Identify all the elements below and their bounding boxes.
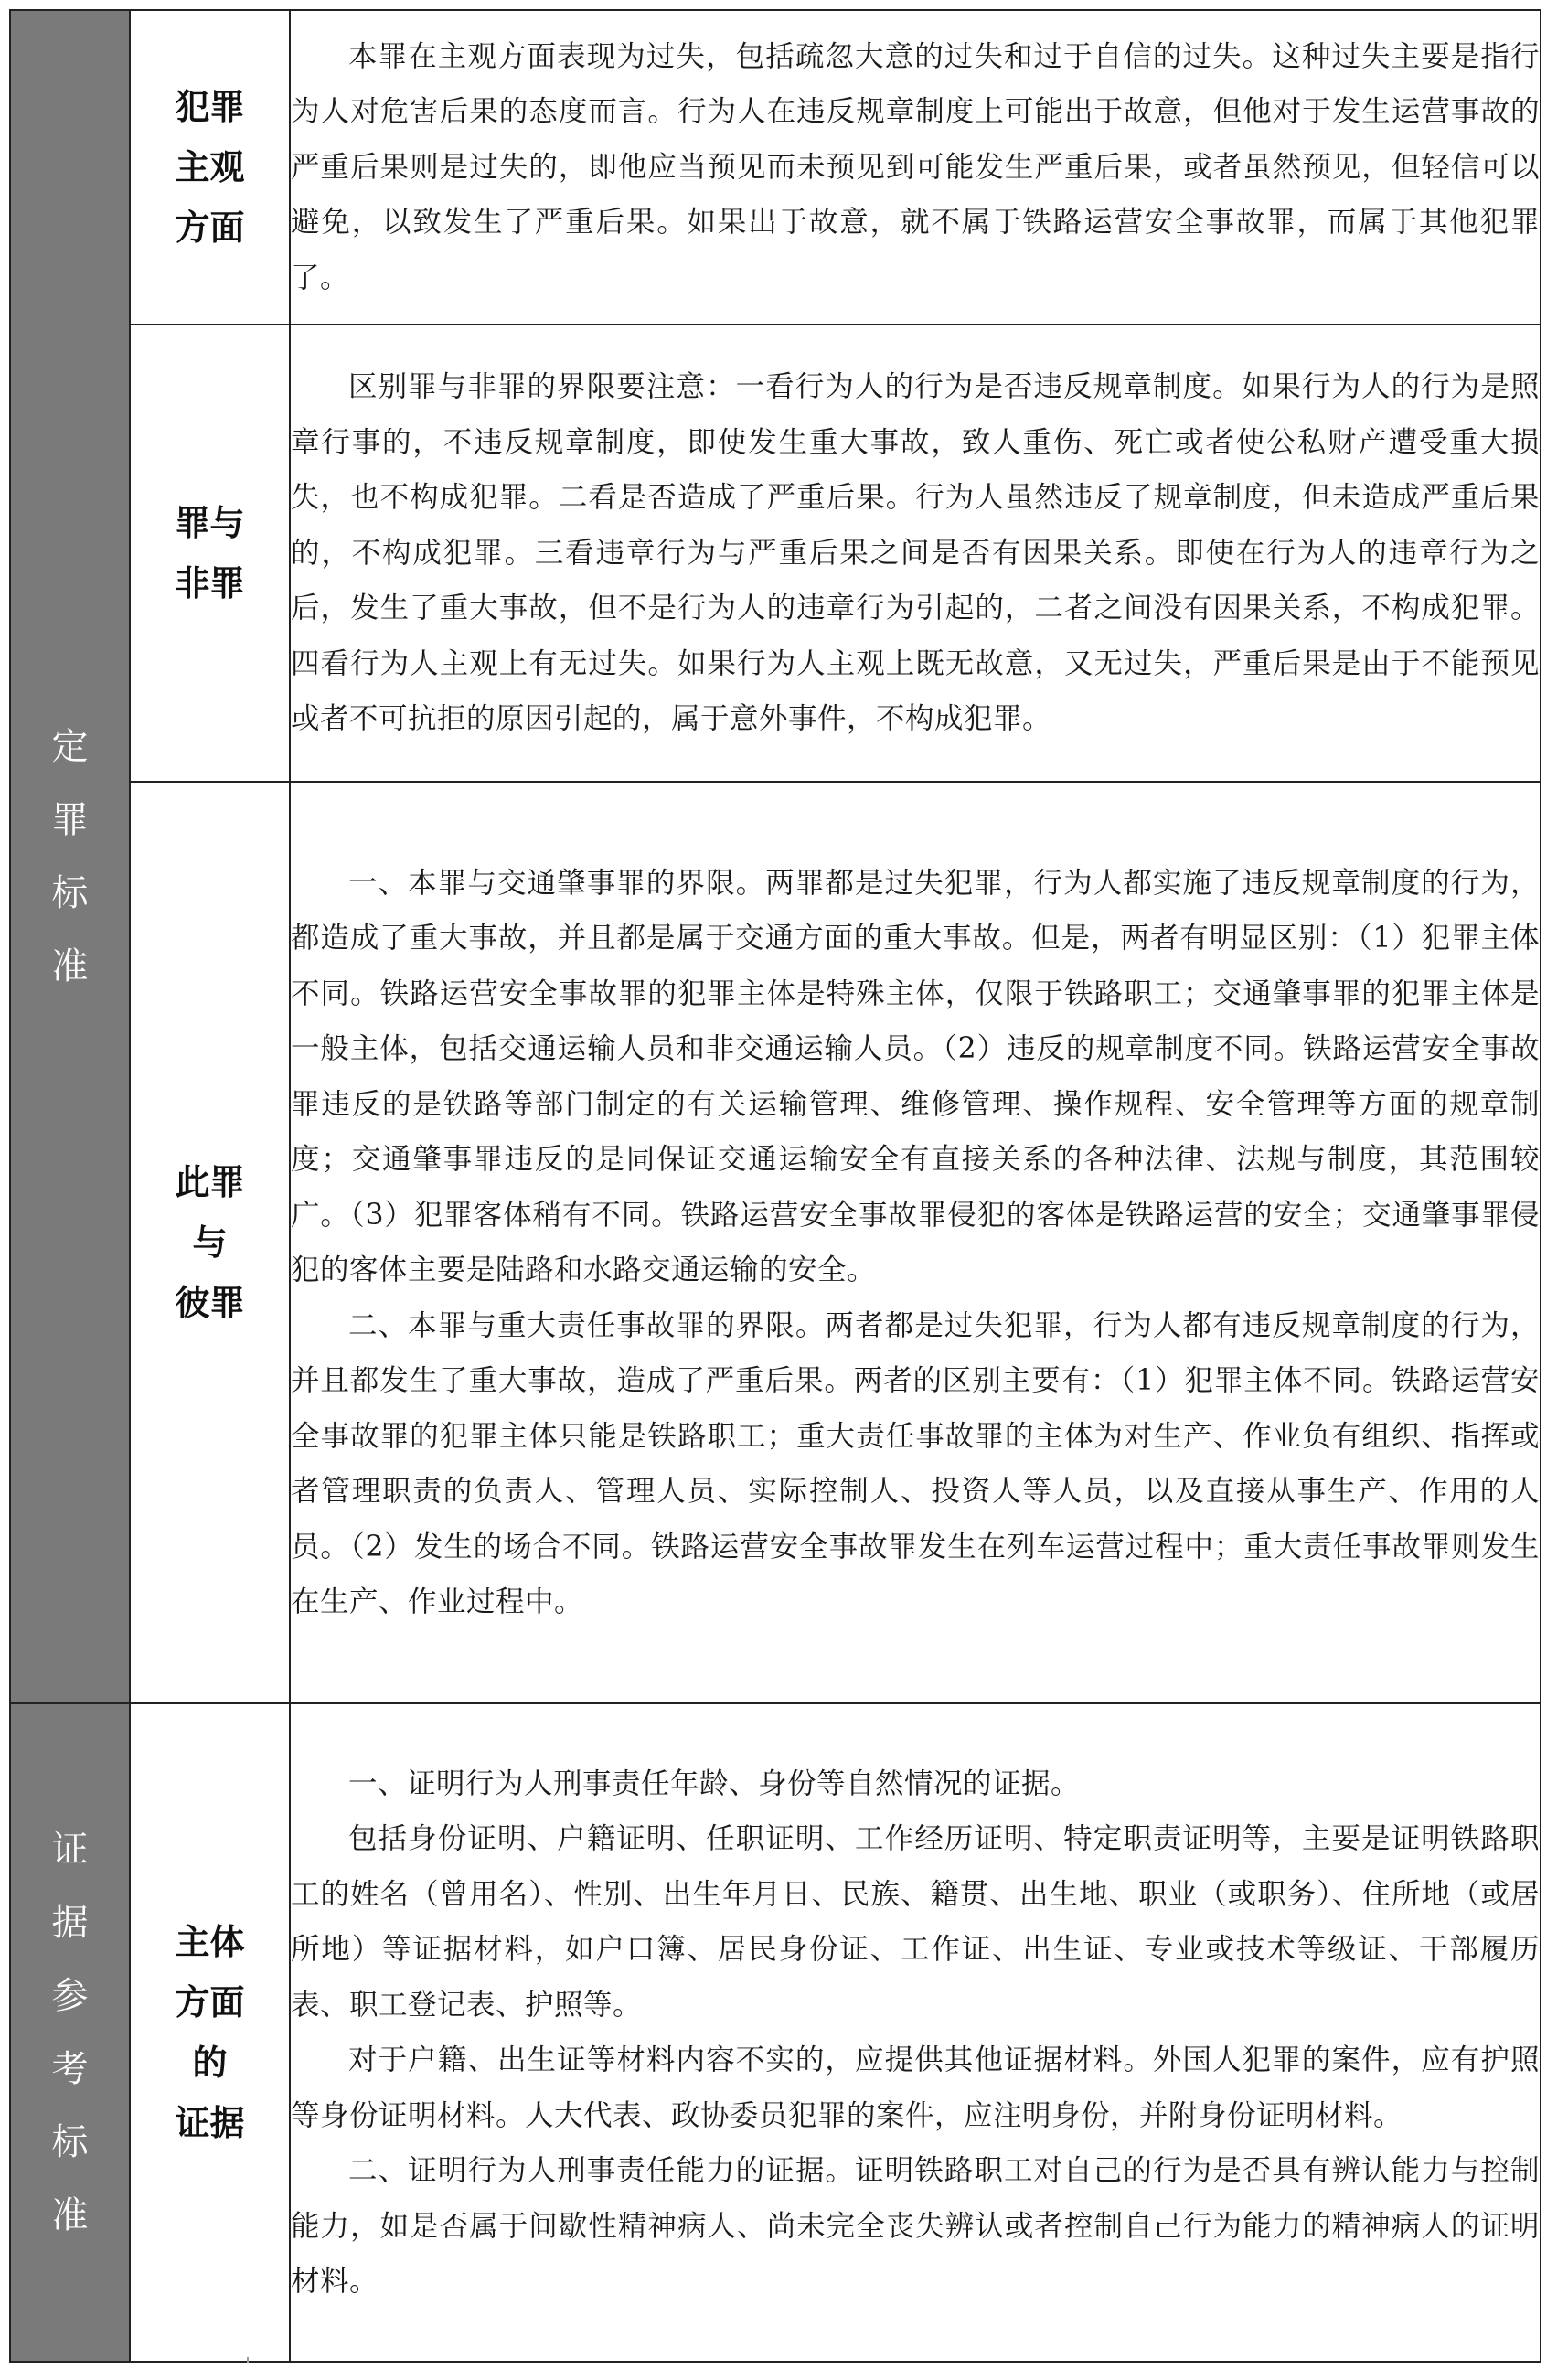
paragraph: 一、证明行为人刑事责任年龄、身份等自然情况的证据。 <box>348 1766 1081 1800</box>
paragraph: 对于户籍、出生证等材料内容不实的，应提供其他证据材料。外国人犯罪的案件，应有护照等身份证明材料。人大代表、政协委员犯罪的案件，应注明身份，并附身份证明材料。 <box>291 2044 1540 2132</box>
paragraph: 本罪在主观方面表现为过失，包括疏忽大意的过失和过于自信的过失。这种过失主要是指行为人对危害后果的态度而言。行为人在违反规章制度上可能出于故意，但他对于发生运营事故的严重后果则是过失的，即他应当预见而未预见到可能发生严重后果，或者虽然预见，但轻信可以避免，以致发生了严重后果。如果出于故意，就不属于铁路运营安全事故罪，而属于其他犯罪了。 <box>291 39 1540 294</box>
paragraph: 二、证明行为人刑事责任能力的证据。证明铁路职工对自己的行为是否具有辨认能力与控制能力，如是否属于间歇性精神病人、尚未完全丧失辨认或者控制自己行为能力的精神病人的证明材料。 <box>291 2154 1540 2298</box>
document-page <box>9 9 1541 2363</box>
page-edge-mark <box>247 2357 249 2363</box>
table-row <box>10 1703 1541 2362</box>
subheading-crime-or-not: 罪与 非罪 <box>175 503 245 603</box>
category-cell-evidence-reference <box>10 1703 130 2362</box>
category-char: 参 <box>51 1975 89 2017</box>
subheading-cell <box>130 325 290 782</box>
criteria-table <box>9 9 1541 2363</box>
content-cell <box>290 325 1541 782</box>
category-label <box>11 710 129 1003</box>
category-char: 证 <box>51 1829 89 1871</box>
category-char: 准 <box>51 945 89 987</box>
paragraph: 二、本罪与重大责任事故罪的界限。两者都是过失犯罪，行为人都有违反规章制度的行为，并且都发生了重大事故，造成了严重后果。两者的区别主要有：（1）犯罪主体不同。铁路运营安全事故罪的犯罪主体只能是铁路职工；重大责任事故罪的主体为对生产、作业负有组织、指挥或者管理职责的负责人、管理人员、实际控制人、投资人等人员，以及直接从事生产、作用的人员。（2）发生的场合不同。铁路运营安全事故罪发生在列车运营过程中；重大责任事故罪则发生在生产、作业过程中。 <box>291 1308 1540 1618</box>
category-char: 罪 <box>51 799 89 841</box>
content-cell <box>290 782 1541 1703</box>
content-cell <box>290 1703 1541 2362</box>
paragraph: 包括身份证明、户籍证明、任职证明、工作经历证明、特定职责证明等，主要是证明铁路职工的姓名（曾用名）、性别、出生年月日、民族、籍贯、出生地、职业（或职务）、住所地（或居所地）等证据材料，如户口簿、居民身份证、工作证、出生证、专业或技术等级证、干部履历表、职工登记表、护照等。 <box>291 1822 1540 2022</box>
content-cell <box>290 10 1541 325</box>
table-row <box>10 782 1541 1703</box>
subheading-cell <box>130 1703 290 2362</box>
category-char: 据 <box>51 1902 89 1944</box>
category-char: 考 <box>51 2048 89 2090</box>
paragraph: 一、本罪与交通肇事罪的界限。两罪都是过失犯罪，行为人都实施了违反规章制度的行为，都造成了重大事故，并且都是属于交通方面的重大事故。但是，两者有明显区别：（1）犯罪主体不同。铁路运营安全事故罪的犯罪主体是特殊主体，仅限于铁路职工；交通肇事罪的犯罪主体是一般主体，包括交通运输人员和非交通运输人员。（2）违反的规章制度不同。铁路运营安全事故罪违反的是铁路等部门制定的有关运输管理、维修管理、操作规程、安全管理等方面的规章制度；交通肇事罪违反的是同保证交通运输安全有直接关系的各种法律、法规与制度，其范围较广。（3）犯罪客体稍有不同。铁路运营安全事故罪侵犯的客体是铁路运营的安全；交通肇事罪侵犯的客体主要是陆路和水路交通运输的安全。 <box>291 866 1540 1286</box>
category-cell-conviction-standard <box>10 10 130 1703</box>
table-row <box>10 10 1541 325</box>
category-char: 标 <box>51 2121 89 2163</box>
subheading-cell <box>130 10 290 325</box>
category-char: 定 <box>51 726 89 768</box>
subheading-cell <box>130 782 290 1703</box>
category-char: 标 <box>51 872 89 914</box>
category-char: 准 <box>51 2194 89 2236</box>
paragraph: 区别罪与非罪的界限要注意：一看行为人的行为是否违反规章制度。如果行为人的行为是照章行事的，不违反规章制度，即使发生重大事故，致人重伤、死亡或者使公私财产遭受重大损失，也不构成犯罪。二看是否造成了严重后果。行为人虽然违反了规章制度，但未造成严重后果的，不构成犯罪。三看违章行为与严重后果之间是否有因果关系。即使在行为人的违章行为之后，发生了重大事故，但不是行为人的违章行为引起的，二者之间没有因果关系，不构成犯罪。四看行为人主观上有无过失。如果行为人主观上既无故意，又无过失，严重后果是由于不能预见或者不可抗拒的原因引起的，属于意外事件，不构成犯罪。 <box>291 370 1540 736</box>
subheading-subjective-aspect: 犯罪 主观 方面 <box>175 87 245 248</box>
category-label <box>11 1813 129 2252</box>
subheading-subject-evidence: 主体 方面 的 证据 <box>175 1922 245 2143</box>
table-row <box>10 325 1541 782</box>
subheading-this-vs-other-crime: 此罪 与 彼罪 <box>175 1162 245 1323</box>
